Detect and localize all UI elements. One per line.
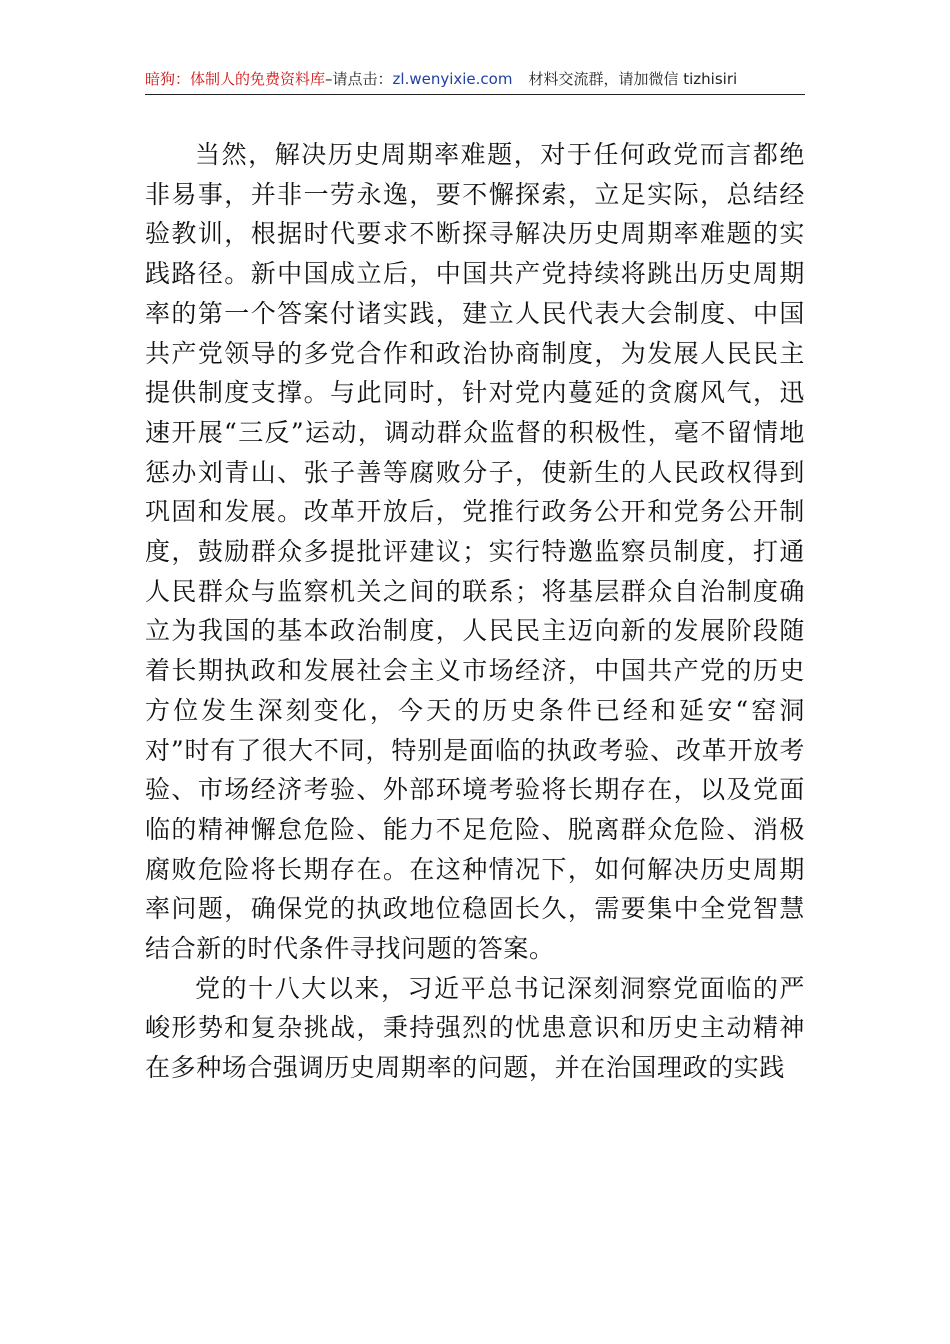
page-header [145,66,805,95]
paragraph-2: 党的十八大以来，习近平总书记深刻洞察党面临的严峻形势和复杂挑战，秉持强烈的忧患意识和历史主动精神在多种场合强调历史周期率的问题，并在治国理政的实践 [145,973,805,1083]
header-brand: 暗狗：体制人的免费资料库 [145,70,326,88]
header-prompt: –请点击： [325,70,393,88]
header-contact: 材料交流群，请加微信 tizhisiri [528,70,738,88]
header-link[interactable]: zl.wenyixie.com [392,70,513,88]
document-body [145,135,805,1088]
paragraph-1: 当然，解决历史周期率难题，对于任何政党而言都绝非易事，并非一劳永逸，要不懈探索，立足实际，总结经验教训，根据时代要求不断探寻解决历史周期率难题的实践路径。新中国成立后，中国共产党持续将跳出历史周期率的第一个答案付诸实践，建立人民代表大会制度、中国共产党领导的多党合作和政治协商制度，为发展人民民主提供制度支撑。与此同时，针对党内蔓延的贪腐风气，迅速开展“三反”运动，调动群众监督的积极性，毫不留情地惩办刘青山、张子善等腐败分子，使新生的人民政权得到巩固和发展。改革开放后，党推行政务公开和党务公开制度，鼓励群众多提批评建议；实行特邀监察员制度，打通人民群众与监察机关之间的联系；将基层群众自治制度确立为我国的基本政治制度，人民民主迈向新的发展阶段随着长期执政和发展社会主义市场经济，中国共产党的历史方位发生深刻变化，今天的历史条件已经和延安“窑洞对”时有了很大不同，特别是面临的执政考验、改革开放考验、市场经济考验、外部环境考验将长期存在，以及党面临的精神懈怠危险、能力不足危险、脱离群众危险、消极腐败危险将长期存在。在这种情况下，如何解决历史周期率问题，确保党的执政地位稳固长久，需要集中全党智慧结合新的时代条件寻找问题的答案。 [145,140,805,964]
